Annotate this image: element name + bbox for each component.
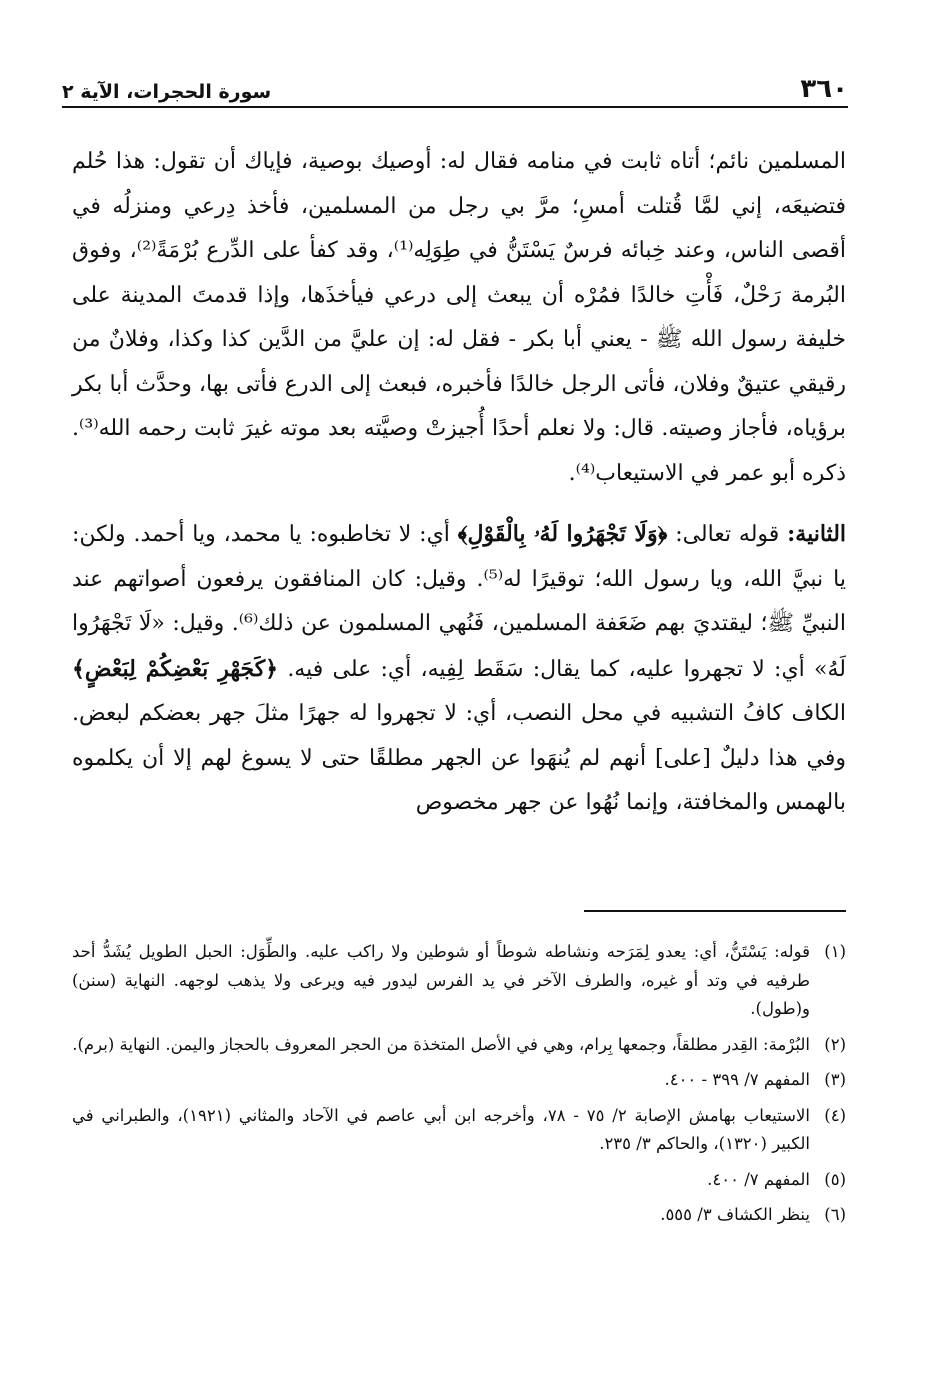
paragraph-2-text-b: الكاف كافُ التشبيه في محل النصب، أي: لا تجهروا له جهرًا مثلَ جهر بعضكم لبعض. وفي هذا دليلٌ [على] أنهم لم يُنهَوا عن الجهر مطلقًا حتى لا يسوغ لهم إلا أن يكلموه بالهمس والمخافتة، وإنما نُهُوا عن جهر مخصوص	[72, 701, 846, 815]
footnote-number: (٤)	[824, 1105, 846, 1125]
footnote-text: الاستيعاب بهامش الإصابة ٢/ ٧٥ - ٧٨، وأخرجه ابن أبي عاصم في الآحاد والمثاني (١٩٢١)، والطبراني في الكبير (١٣٢٠)، والحاكم ٣/ ٢٣٥.	[72, 1105, 810, 1153]
footnote-number: (٢)	[824, 1034, 846, 1054]
footnote-number: (٦)	[824, 1205, 846, 1224]
page-number: ٣٦٠	[800, 74, 848, 104]
footnote-number: (٥)	[824, 1169, 846, 1189]
section-lead-second: الثانية:	[787, 521, 847, 547]
footnote-text: ينظر الكشاف ٣/ ٥٥٥.	[660, 1205, 810, 1224]
footnote-5	[72, 1166, 846, 1195]
paragraph-2	[72, 512, 846, 826]
footnote-1	[72, 938, 846, 1024]
paragraph-2-text-a: أي: لا تخاطبوه: يا محمد، ويا أحمد. ولكن: يا نبيَّ الله، ويا رسول الله؛ توقيرًا له⁽⁵⁾. وقيل: كان المنافقون يرفعون أصواتهم عند النبيِّ ﷺ؛ ليقتديَ بهم ضَعَفة المسلمين، فَنُهي المسلمون عن ذلك⁽⁶⁾. وقيل: «لَا تَجْهَرُوا لَهُ» أي: لا تجهروا عليه، كما يقال: سَقَط لِفِيه، أي: على فيه.	[72, 522, 846, 682]
footnote-number: (١)	[824, 942, 846, 961]
footnote-number: (٣)	[824, 1070, 846, 1089]
footnote-2	[72, 1031, 846, 1060]
paragraph-1	[72, 140, 846, 496]
quran-verse-1: ﴿وَلَا تَجْهَرُوا لَهُۥ بِالْقَوْلِ﴾	[457, 521, 668, 547]
footnote-text: المفهم ٧/ ٤٠٠.	[707, 1169, 810, 1189]
quran-verse-2: ﴿كَجَهْرِ بَعْضِكُمْ لِبَعْضٍ﴾	[72, 655, 279, 682]
main-text	[72, 140, 846, 826]
footnotes	[72, 938, 846, 1237]
footnote-text: المفهم ٧/ ٣٩٩ - ٤٠٠.	[664, 1070, 810, 1089]
footnote-4	[72, 1102, 846, 1159]
footnote-text: البُرْمة: القِدر مطلقاً، وجمعها بِرام، وهي في الأصل المتخذة من الحجر المعروف بالحجاز واليمن. النهاية (برم).	[72, 1034, 810, 1054]
running-title: سورة الحجرات، الآية ٢	[62, 81, 272, 103]
footnote-separator	[584, 910, 846, 912]
paragraph-2-intro: قوله تعالى:	[675, 522, 780, 547]
footnote-3	[72, 1066, 846, 1095]
footnote-text: قوله: يَسْتَنُّ، أي: يعدو لِمَرَحه ونشاطه شوطاً أو شوطين ولا راكب عليه. والطِّوَل: الحبل الطويل يُشَدُّ أحد طرفيه في وتد أو غيره، والطرف الآخر في يد الفرس ليدور فيه ويرعى ولا يذهب لوجهه. النهاية (سنن) و(طول).	[72, 942, 810, 1018]
paragraph-1-text: المسلمين نائم؛ أتاه ثابت في منامه فقال له: أوصيك بوصية، فإياك أن تقول: هذا حُلم فتضيعَه، إني لمَّا قُتلت أمسِ؛ مرَّ بي رجل من المسلمين، فأخذ دِرعي ومنزلُه في أقصى الناس، وعند خِبائه فرسٌ يَسْتَنُّ في طِوَلِه⁽¹⁾، وقد كفأ على الدِّرع بُرْمَةً⁽²⁾، وفوق البُرمة رَحْلٌ، فَأْتِ خالدًا فمُرْه أن يبعث إلى درعي فيأخذَها، وإذا قدمتَ المدينة على خليفة رسول الله ﷺ - يعني أبا بكر - فقل له: إن عليَّ من الدَّين كذا وكذا، وفلانٌ من رقيقي عتيقٌ وفلان، فأتى الرجل خالدًا فأخبره، فبعث إلى الدرع فأتى بها، وحدَّث أبا بكر برؤياه، فأجاز وصيته. قال: ولا نعلم أحدًا أُجيزتْ وصيَّته بعد موته غيرَ ثابت رحمه الله⁽³⁾. ذكره أبو عمر في الاستيعاب⁽⁴⁾.	[72, 149, 847, 486]
page-header	[62, 62, 848, 108]
footnote-6	[72, 1201, 846, 1230]
